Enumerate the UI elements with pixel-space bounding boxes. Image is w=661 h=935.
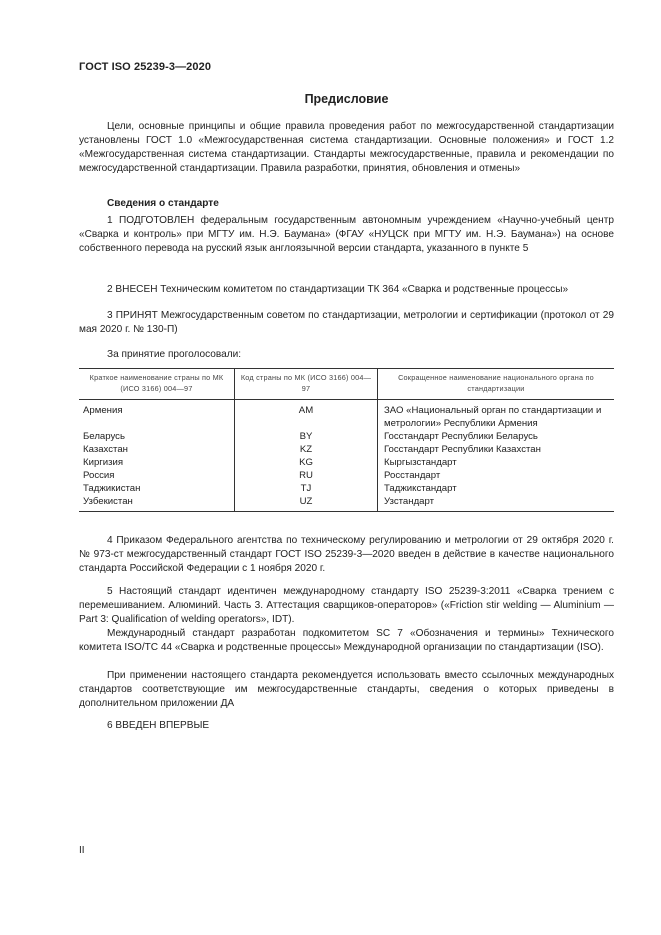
page-title: Предисловие bbox=[304, 92, 389, 106]
voted-label: За принятие проголосовали: bbox=[107, 349, 242, 360]
country-cell: Казахстан bbox=[83, 444, 128, 455]
country-cell: Армения bbox=[83, 405, 123, 416]
table-row bbox=[79, 400, 614, 431]
table-row bbox=[79, 456, 614, 469]
item-3-paragraph: 3 ПРИНЯТ Межгосударственным советом по стандартизации, метрологии и сертификации (протокол от 29 мая 2020 г. № 130-П) bbox=[79, 310, 614, 335]
org-cell: Кыргызстандарт bbox=[378, 456, 615, 469]
intro-paragraph: Цели, основные принципы и общие правила проведения работ по межгосударственной стандартизации установлены ГОСТ 1.0 «Межгосударственная система стандартизации. Основные положения» и ГОСТ 1.2 «Межгосударственная система стандартизации. Стандарты межгосударственные, правила и рекомендации по межгосударственной стандартизации. Правила разработки, принятия, обновления и отмены» bbox=[79, 121, 614, 174]
code-cell: KG bbox=[235, 456, 378, 469]
code-cell: AM bbox=[235, 400, 378, 431]
org-cell: Госстандарт Республики Беларусь bbox=[378, 430, 615, 443]
table-row bbox=[79, 469, 614, 482]
item-4-paragraph: 4 Приказом Федерального агентства по техническому регулированию и метрологии от 29 октября 2020 г. № 973-ст межгосударственный стандарт ГОСТ ISO 25239-3—2020 введен в действие в качестве национального стандарта Российской Федерации с 1 ноября 2020 г. bbox=[79, 535, 614, 574]
table-row bbox=[79, 495, 614, 512]
country-cell: Россия bbox=[83, 470, 115, 481]
header-country: Краткое наименование страны по МК (ИСО 3166) 004—97 bbox=[79, 369, 235, 400]
country-cell: Беларусь bbox=[83, 431, 125, 442]
code-cell: BY bbox=[235, 430, 378, 443]
org-cell: Госстандарт Республики Казахстан bbox=[378, 443, 615, 456]
country-cell: Таджикистан bbox=[83, 483, 141, 494]
vote-table-header-row bbox=[79, 369, 614, 400]
item-2-paragraph: 2 ВНЕСЕН Техническим комитетом по стандартизации ТК 364 «Сварка и родственные процессы» bbox=[107, 284, 569, 295]
org-cell: Росстандарт bbox=[378, 469, 615, 482]
country-cell: Киргизия bbox=[83, 457, 124, 468]
org-cell: Таджикстандарт bbox=[378, 482, 615, 495]
section-heading: Сведения о стандарте bbox=[107, 198, 219, 209]
item-6-paragraph: 6 ВВЕДЕН ВПЕРВЫЕ bbox=[107, 720, 210, 731]
item-5-paragraph-2: Международный стандарт разработан подкомитетом SC 7 «Обозначения и термины» Технического комитета ISO/TC 44 «Сварка и родственные процессы» Международной организации по стандартизации (ISO). bbox=[79, 628, 614, 653]
table-row bbox=[79, 443, 614, 456]
code-cell: TJ bbox=[235, 482, 378, 495]
table-row bbox=[79, 482, 614, 495]
item-5-paragraph-3: При применении настоящего стандарта рекомендуется использовать вместо ссылочных международных стандартов соответствующие им межгосударственные стандарты, сведения о которых приведены в дополнительном приложении ДА bbox=[79, 670, 614, 709]
document-code: ГОСТ ISO 25239-3—2020 bbox=[79, 61, 212, 73]
code-cell: RU bbox=[235, 469, 378, 482]
country-cell: Узбекистан bbox=[79, 495, 235, 512]
item-5-paragraph: 5 Настоящий стандарт идентичен международному стандарту ISO 25239-3:2011 «Сварка трением с перемешиванием. Алюминий. Часть 3. Аттестация сварщиков-операторов» («Friction stir welding — Aluminium — Part 3: Qualification of welding operators», IDT). bbox=[79, 586, 614, 625]
vote-table bbox=[79, 368, 614, 512]
table-row bbox=[79, 430, 614, 443]
item-1-paragraph: 1 ПОДГОТОВЛЕН федеральным государственным автономным учреждением «Научно-учебный центр «Сварка и контроль» при МГТУ им. Н.Э. Баумана» (ФГАУ «НУЦСК при МГТУ им. Н.Э. Баумана») на основе собственного перевода на русский язык англоязычной версии стандарта, указанного в пункте 5 bbox=[79, 215, 614, 254]
header-code: Код страны по МК (ИСО 3166) 004—97 bbox=[235, 369, 378, 400]
page-number: II bbox=[79, 845, 85, 856]
org-cell: Узстандарт bbox=[378, 495, 615, 512]
org-cell: ЗАО «Национальный орган по стандартизации и метрологии» Республики Армения bbox=[378, 400, 615, 431]
header-org: Сокращенное наименование национального органа по стандартизации bbox=[378, 369, 615, 400]
code-cell: UZ bbox=[235, 495, 378, 512]
code-cell: KZ bbox=[235, 443, 378, 456]
